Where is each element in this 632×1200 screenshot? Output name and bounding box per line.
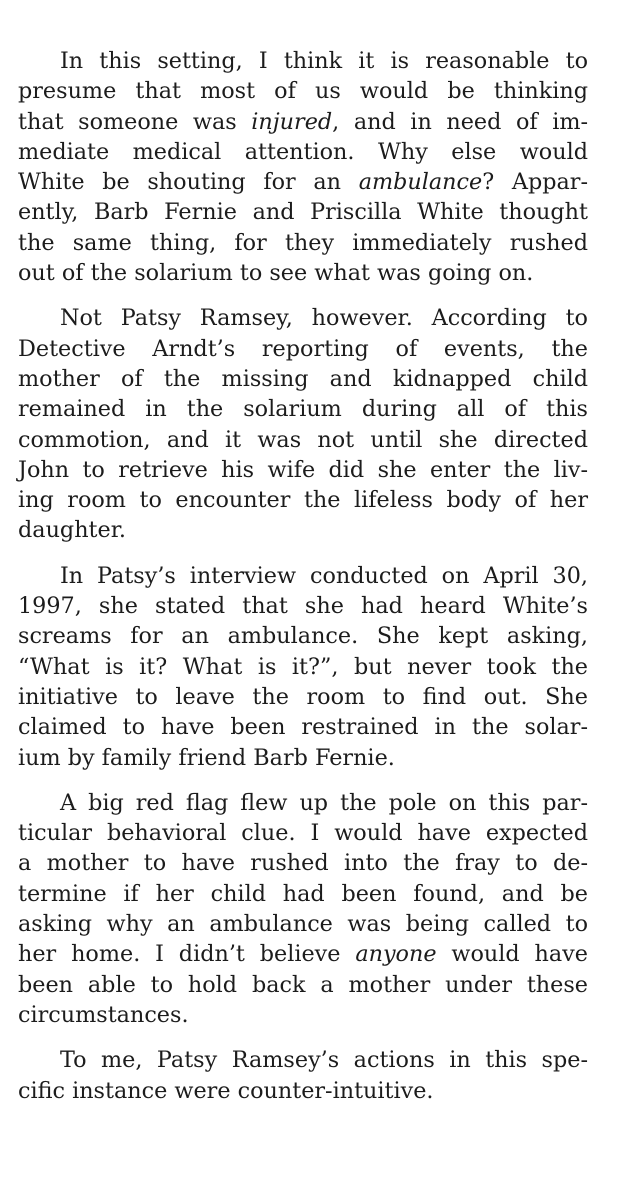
text-line: [18, 1045, 588, 1075]
text-run: ? Appar-: [482, 169, 588, 196]
text-line: [18, 909, 588, 939]
text-line: [18, 167, 588, 197]
text-run: initiative to leave the room to find out. She: [18, 683, 588, 710]
text-run: ing room to encounter the lifeless body of her: [18, 487, 588, 514]
text-run: would have: [436, 941, 588, 968]
paragraph: [18, 561, 588, 773]
text-run: claimed to have been restrained in the solar-: [18, 714, 588, 741]
paragraph: [18, 46, 588, 288]
text-line: [18, 652, 588, 682]
text-run: commotion, and it was not until she directed: [18, 426, 588, 453]
text-run: termine if her child had been found, and be: [18, 880, 588, 907]
text-line: [18, 682, 588, 712]
emphasized-word: injured: [251, 108, 333, 135]
text-line: [18, 258, 588, 288]
text-line: [18, 788, 588, 818]
text-line: [18, 712, 588, 742]
emphasized-word: anyone: [355, 941, 437, 968]
text-line: [18, 848, 588, 878]
text-line: [18, 334, 588, 364]
text-run: In this setting, I think it is reasonable to: [60, 48, 588, 74]
text-line: [18, 228, 588, 258]
text-line: [18, 743, 588, 773]
text-run: To me, Patsy Ramsey’s actions in this spe-: [60, 1047, 588, 1074]
text-run: 1997, she stated that she had heard White’s: [18, 593, 588, 620]
paragraph: [18, 1045, 588, 1106]
text-line: [18, 303, 588, 333]
text-run: mother of the missing and kidnapped child: [18, 365, 588, 392]
text-run: presume that most of us would be thinking: [18, 78, 588, 105]
text-run: cific instance were counter-intuitive.: [18, 1077, 434, 1104]
text-run: mediate medical attention. Why else would: [18, 138, 588, 165]
text-line: [18, 455, 588, 485]
text-run: the same thing, for they immediately rushed: [18, 229, 588, 256]
text-run: screams for an ambulance. She kept asking,: [18, 623, 588, 650]
text-run: Detective Arndt’s reporting of events, the: [18, 335, 588, 362]
text-run: remained in the solarium during all of this: [18, 396, 588, 423]
paragraph: [18, 303, 588, 545]
text-line: [18, 1076, 588, 1106]
text-run: asking why an ambulance was being called to: [18, 911, 588, 938]
text-line: [18, 364, 588, 394]
text-run: White be shouting for an: [18, 169, 359, 196]
emphasized-word: ambulance: [358, 169, 483, 196]
text-run: , and in need of im-: [332, 108, 588, 135]
body-text: [18, 46, 588, 1106]
text-run: In Patsy’s interview conducted on April 30,: [60, 562, 588, 589]
text-run: ently, Barb Fernie and Priscilla White thought: [18, 199, 588, 226]
text-run: ticular behavioral clue. I would have expected: [18, 820, 588, 847]
text-line: [18, 879, 588, 909]
text-line: [18, 137, 588, 167]
text-line: [18, 76, 588, 106]
text-run: circumstances.: [18, 1001, 189, 1028]
text-run: “What is it? What is it?”, but never took the: [18, 653, 588, 680]
paragraph: [18, 788, 588, 1030]
text-line: [18, 591, 588, 621]
text-line: [18, 621, 588, 651]
text-run: that someone was: [18, 108, 252, 135]
text-run: a mother to have rushed into the fray to de-: [18, 850, 588, 877]
text-line: [18, 394, 588, 424]
text-line: [18, 1000, 588, 1030]
text-run: A big red flag flew up the pole on this par-: [60, 789, 588, 816]
text-line: [18, 561, 588, 591]
text-line: [18, 515, 588, 545]
text-line: [18, 425, 588, 455]
text-line: [18, 818, 588, 848]
text-line: [18, 107, 588, 137]
text-run: Not Patsy Ramsey, however. According to: [60, 305, 588, 332]
text-line: [18, 485, 588, 515]
text-line: [18, 197, 588, 227]
text-line: [18, 970, 588, 1000]
text-run: been able to hold back a mother under these: [18, 971, 588, 998]
text-run: ium by family friend Barb Fernie.: [18, 744, 395, 771]
text-run: John to retrieve his wife did she enter the liv-: [18, 456, 588, 483]
text-run: out of the solarium to see what was going on.: [18, 260, 534, 287]
text-run: daughter.: [18, 517, 127, 544]
text-line: [18, 46, 588, 76]
text-run: her home. I didn’t believe: [18, 941, 356, 968]
text-line: [18, 939, 588, 969]
